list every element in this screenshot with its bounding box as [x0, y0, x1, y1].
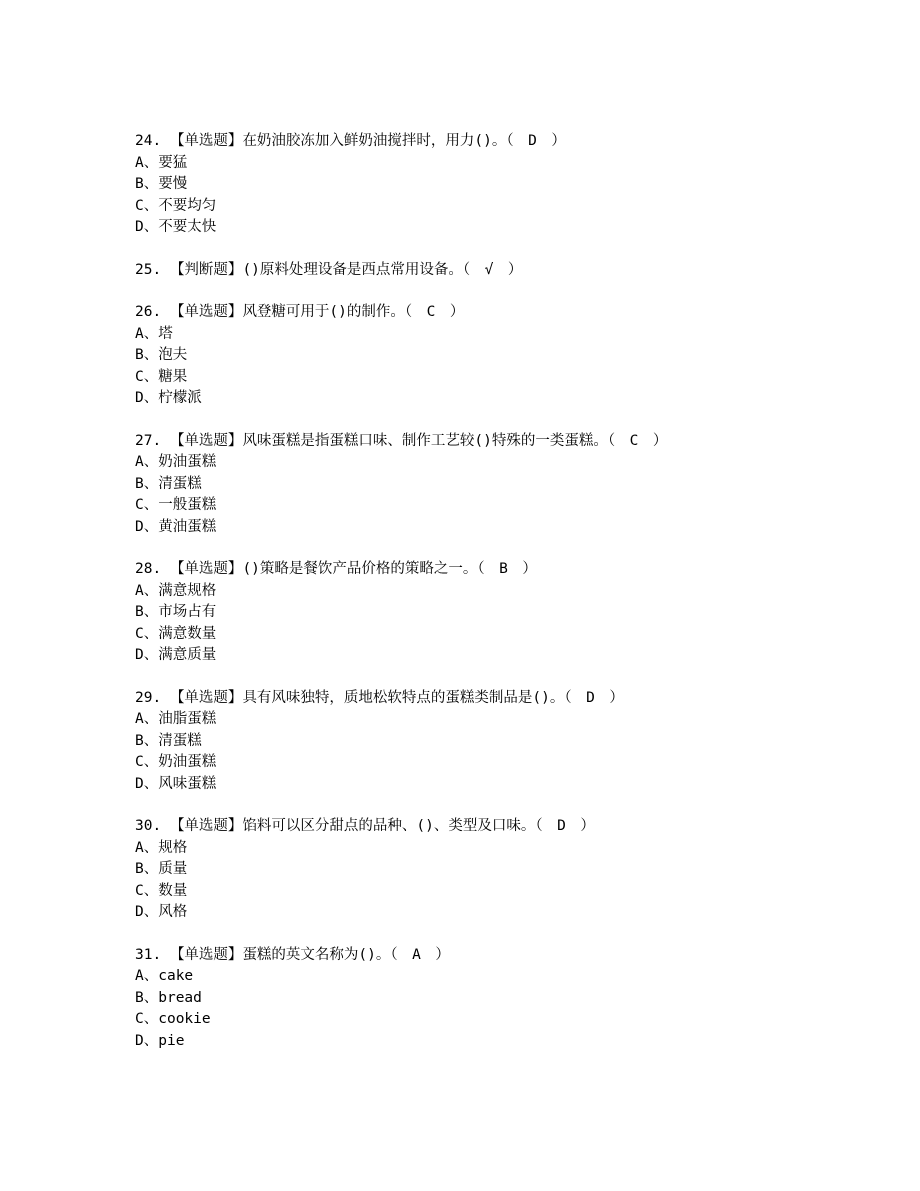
option-d: D、柠檬派: [135, 390, 202, 406]
option-c: C、一般蛋糕: [135, 497, 217, 513]
question-number: 28.: [135, 561, 162, 577]
question-type: 【单选题】: [169, 818, 243, 834]
option-d: D、pie: [135, 1032, 185, 1049]
option-b: B、要慢: [135, 176, 188, 192]
question-list: [135, 131, 895, 1073]
question-text: 蛋糕的英文名称为()。: [242, 946, 391, 963]
question-stem: [135, 260, 895, 282]
question-27: [135, 431, 895, 539]
option-d: D、满意质量: [135, 647, 217, 663]
question-text: 在奶油胶冻加入鲜奶油搅拌时，用力()。: [242, 133, 507, 149]
question-number: 24.: [135, 133, 162, 149]
question-stem: [135, 431, 895, 453]
option-b: B、市场占有: [135, 604, 217, 620]
answer-key: （ D ）: [506, 133, 566, 149]
question-number: 29.: [135, 689, 162, 706]
option-b: B、bread: [135, 989, 202, 1006]
answer-key: （ C ）: [404, 304, 465, 320]
option-a: A、油脂蛋糕: [135, 711, 217, 727]
question-type: 【单选题】: [169, 561, 243, 577]
question-type: 【单选题】: [169, 432, 243, 449]
option-c: C、满意数量: [135, 625, 217, 642]
question-number: 30.: [135, 818, 162, 834]
question-number: 27.: [135, 432, 162, 449]
option-b: B、清蛋糕: [135, 475, 202, 492]
option-a: A、奶油蛋糕: [135, 454, 217, 470]
question-type: 【单选题】: [169, 304, 243, 320]
question-text: 风味蛋糕是指蛋糕口味、制作工艺较()特殊的一类蛋糕。: [242, 432, 608, 449]
question-stem: [135, 131, 895, 153]
option-d: D、风味蛋糕: [135, 775, 217, 792]
option-a: A、塔: [135, 325, 173, 342]
question-stem: [135, 688, 895, 710]
question-text: 风登糖可用于()的制作。: [242, 304, 405, 320]
option-a: A、cake: [135, 968, 194, 984]
question-number: 26.: [135, 304, 162, 320]
question-type: 【单选题】: [169, 689, 243, 706]
question-number: 25.: [135, 261, 162, 278]
option-b: B、清蛋糕: [135, 732, 202, 749]
question-31: [135, 945, 895, 1053]
option-a: A、满意规格: [135, 582, 217, 599]
question-stem: [135, 945, 895, 967]
option-c: C、cookie: [135, 1011, 211, 1027]
option-c: C、奶油蛋糕: [135, 754, 217, 770]
question-text: 馅料可以区分甜点的品种、()、类型及口味。: [242, 818, 536, 834]
option-b: B、质量: [135, 861, 188, 877]
question-stem: [135, 816, 895, 838]
question-29: [135, 688, 895, 796]
answer-key: （ D ）: [564, 689, 624, 706]
option-c: C、不要均匀: [135, 197, 217, 214]
question-type: 【单选题】: [169, 946, 243, 963]
answer-key: （ √ ）: [462, 261, 523, 278]
answer-key: （ C ）: [607, 432, 668, 449]
question-26: [135, 302, 895, 410]
option-a: A、要猛: [135, 154, 188, 171]
option-d: D、不要太快: [135, 219, 217, 235]
question-type: 【判断题】: [169, 261, 243, 278]
question-25: [135, 260, 895, 282]
question-24: [135, 131, 895, 239]
answer-key: （ D ）: [535, 818, 595, 834]
answer-key: （ A ）: [390, 946, 450, 963]
option-c: C、糖果: [135, 368, 188, 385]
option-c: C、数量: [135, 882, 188, 899]
question-text: ()原料处理设备是西点常用设备。: [242, 261, 463, 278]
option-a: A、规格: [135, 839, 188, 856]
question-number: 31.: [135, 946, 162, 963]
question-28: [135, 559, 895, 667]
question-text: 具有风味独特，质地松软特点的蛋糕类制品是()。: [242, 689, 565, 706]
option-d: D、风格: [135, 904, 188, 920]
question-type: 【单选题】: [169, 133, 243, 149]
option-b: B、泡夫: [135, 347, 188, 363]
question-30: [135, 816, 895, 924]
answer-key: （ B ）: [477, 561, 537, 577]
question-text: ()策略是餐饮产品价格的策略之一。: [242, 561, 478, 577]
question-stem: [135, 559, 895, 581]
question-stem: [135, 302, 895, 324]
option-d: D、黄油蛋糕: [135, 518, 217, 535]
